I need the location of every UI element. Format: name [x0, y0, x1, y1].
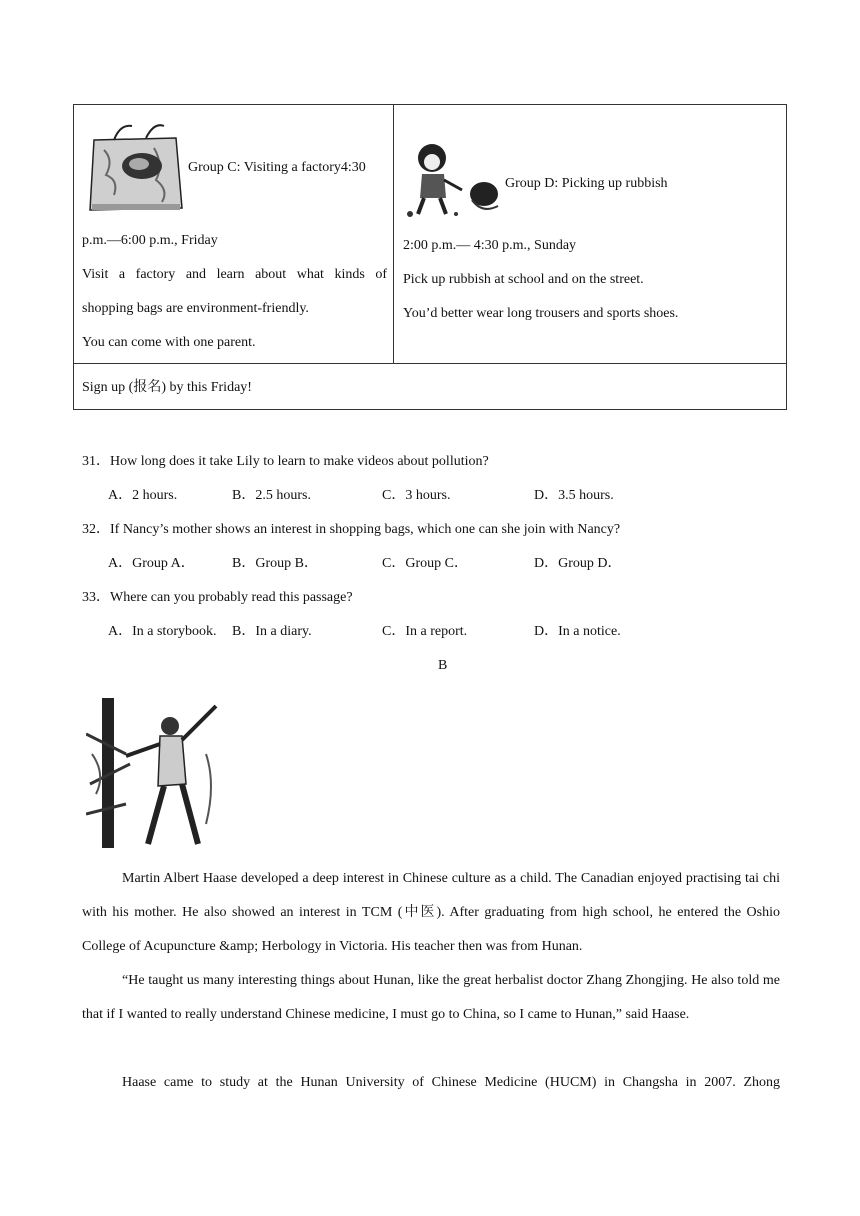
paragraph-3: Haase came to study at the Hunan University of Chinese Medicine (HUCM) in Changsha in 2007. Zhong — [122, 1075, 780, 1090]
group-d-title: Group D: Picking up rubbish — [505, 176, 668, 191]
q32-option-d: D．Group D． — [534, 556, 622, 571]
q31-option-c: C．3 hours. — [382, 488, 451, 503]
q31-option-b: B．2.5 hours. — [232, 488, 311, 503]
group-c-line3: You can come with one parent. — [82, 335, 256, 350]
q33-option-a: A．In a storybook. — [108, 624, 217, 639]
q32-option-a: A．Group A． — [108, 556, 195, 571]
question-33: 33．Where can you probably read this passage? — [82, 590, 353, 605]
tai-chi-picture — [86, 694, 228, 852]
group-c-title: Group C: Visiting a factory4:30 — [188, 160, 366, 175]
shopping-bag-picture — [84, 120, 186, 212]
group-d-line2: You’d better wear long trousers and sports shoes. — [403, 306, 679, 321]
sign-up-notice: Sign up (报名) by this Friday! — [82, 380, 252, 395]
q33-option-b: B．In a diary. — [232, 624, 312, 639]
question-32: 32．If Nancy’s mother shows an interest in shopping bags, which one can she join with Nancy? — [82, 522, 621, 537]
q32-option-c: C．Group C． — [382, 556, 468, 571]
table-divider-horizontal — [73, 363, 787, 364]
paragraph-2: “He taught us many interesting things about Hunan, like the great herbalist doctor Zhang Zhongjing. He also told me that if I wanted to really understand Chinese medicine, I must go to China, so I came to Hunan,” said Haase. — [82, 973, 780, 1022]
group-d-time: 2:00 p.m.— 4:30 p.m., Sunday — [403, 238, 577, 253]
q32-option-b: B．Group B． — [232, 556, 318, 571]
table-divider-vertical — [393, 104, 394, 364]
group-c-time: p.m.—6:00 p.m., Friday — [82, 233, 218, 248]
group-c-line2: shopping bags are environment-friendly. — [82, 301, 309, 316]
question-31: 31．How long does it take Lily to learn to make videos about pollution? — [82, 454, 489, 469]
q31-option-d: D．3.5 hours. — [534, 488, 614, 503]
group-d-line1: Pick up rubbish at school and on the street. — [403, 272, 644, 287]
q33-option-c: C．In a report. — [382, 624, 468, 639]
child-picking-rubbish-picture — [402, 140, 502, 220]
paragraph-1: Martin Albert Haase developed a deep interest in Chinese culture as a child. The Canadian enjoyed practising tai chi with his mother. He also showed an interest in TCM (中医). After graduating from high school, he entered the Oshio College of Acupuncture &amp; Herbology in Victoria. His teacher then was from Hunan. — [82, 871, 780, 954]
section-heading: B — [438, 658, 448, 673]
q33-option-d: D．In a notice. — [534, 624, 621, 639]
group-c-line1: Visit a factory and learn about what kinds of — [82, 267, 387, 282]
q31-option-a: A．2 hours. — [108, 488, 178, 503]
